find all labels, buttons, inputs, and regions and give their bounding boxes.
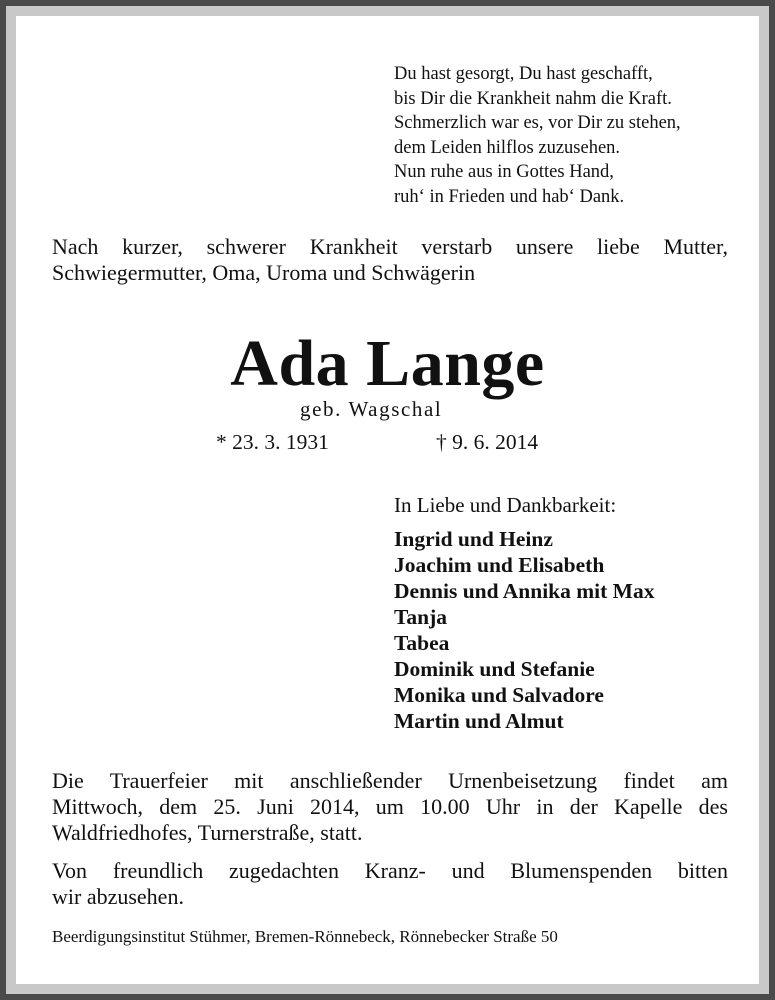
poem-line: Nun ruhe aus in Gottes Hand, bbox=[394, 162, 614, 182]
deceased-name: Ada Lange bbox=[230, 327, 545, 400]
intro-line: Nach kurzer, schwerer Krankheit verstarb unsere liebe Mutter, bbox=[52, 234, 728, 259]
poem-line: Schmerzlich war es, vor Dir zu stehen, bbox=[394, 113, 681, 133]
thanks-line: In Liebe und Dankbarkeit: bbox=[394, 493, 617, 517]
flowers-note bbox=[52, 858, 728, 910]
mourner: Dominik und Stefanie bbox=[394, 657, 595, 681]
flowers-line: Von freundlich zugedachten Kranz- und Blumenspenden bitten bbox=[52, 858, 728, 883]
mourners-list bbox=[394, 526, 654, 734]
intro-text bbox=[52, 234, 728, 286]
mourner: Joachim und Elisabeth bbox=[394, 553, 605, 577]
poem-line: bis Dir die Krankheit nahm die Kraft. bbox=[394, 88, 672, 109]
flowers-line: wir abzusehen. bbox=[52, 884, 184, 909]
birth-name: geb. Wagschal bbox=[300, 397, 443, 421]
birth-date: * 23. 3. 1931 bbox=[216, 430, 329, 454]
poem bbox=[394, 62, 681, 209]
death-date: † 9. 6. 2014 bbox=[436, 430, 539, 454]
service-line: Mittwoch, dem 25. Juni 2014, um 10.00 Uhr in der Kapelle des bbox=[52, 794, 728, 819]
mourner: Ingrid und Heinz bbox=[394, 527, 553, 551]
service-line: Die Trauerfeier mit anschließender Urnenbeisetzung findet am bbox=[52, 768, 728, 793]
mourner: Dennis und Annika mit Max bbox=[394, 579, 655, 603]
intro-line: Schwiegermutter, Oma, Uroma und Schwägerin bbox=[52, 260, 476, 285]
service-info bbox=[52, 768, 728, 846]
funeral-home: Beerdigungsinstitut Stühmer, Bremen-Rönnebeck, Rönnebecker Straße 50 bbox=[52, 927, 558, 946]
mourner: Tabea bbox=[394, 631, 450, 655]
mourner: Martin und Almut bbox=[394, 709, 564, 733]
service-line: Waldfriedhofes, Turnerstraße, statt. bbox=[52, 820, 363, 845]
mourner: Tanja bbox=[394, 605, 447, 629]
mourner: Monika und Salvadore bbox=[394, 683, 604, 707]
poem-line: dem Leiden hilflos zuzusehen. bbox=[394, 137, 621, 158]
notice-border bbox=[6, 6, 769, 994]
obituary-notice bbox=[16, 16, 759, 984]
poem-line: Du hast gesorgt, Du hast geschafft, bbox=[394, 64, 653, 84]
poem-line: ruh‘ in Frieden und hab‘ Dank. bbox=[394, 186, 625, 207]
